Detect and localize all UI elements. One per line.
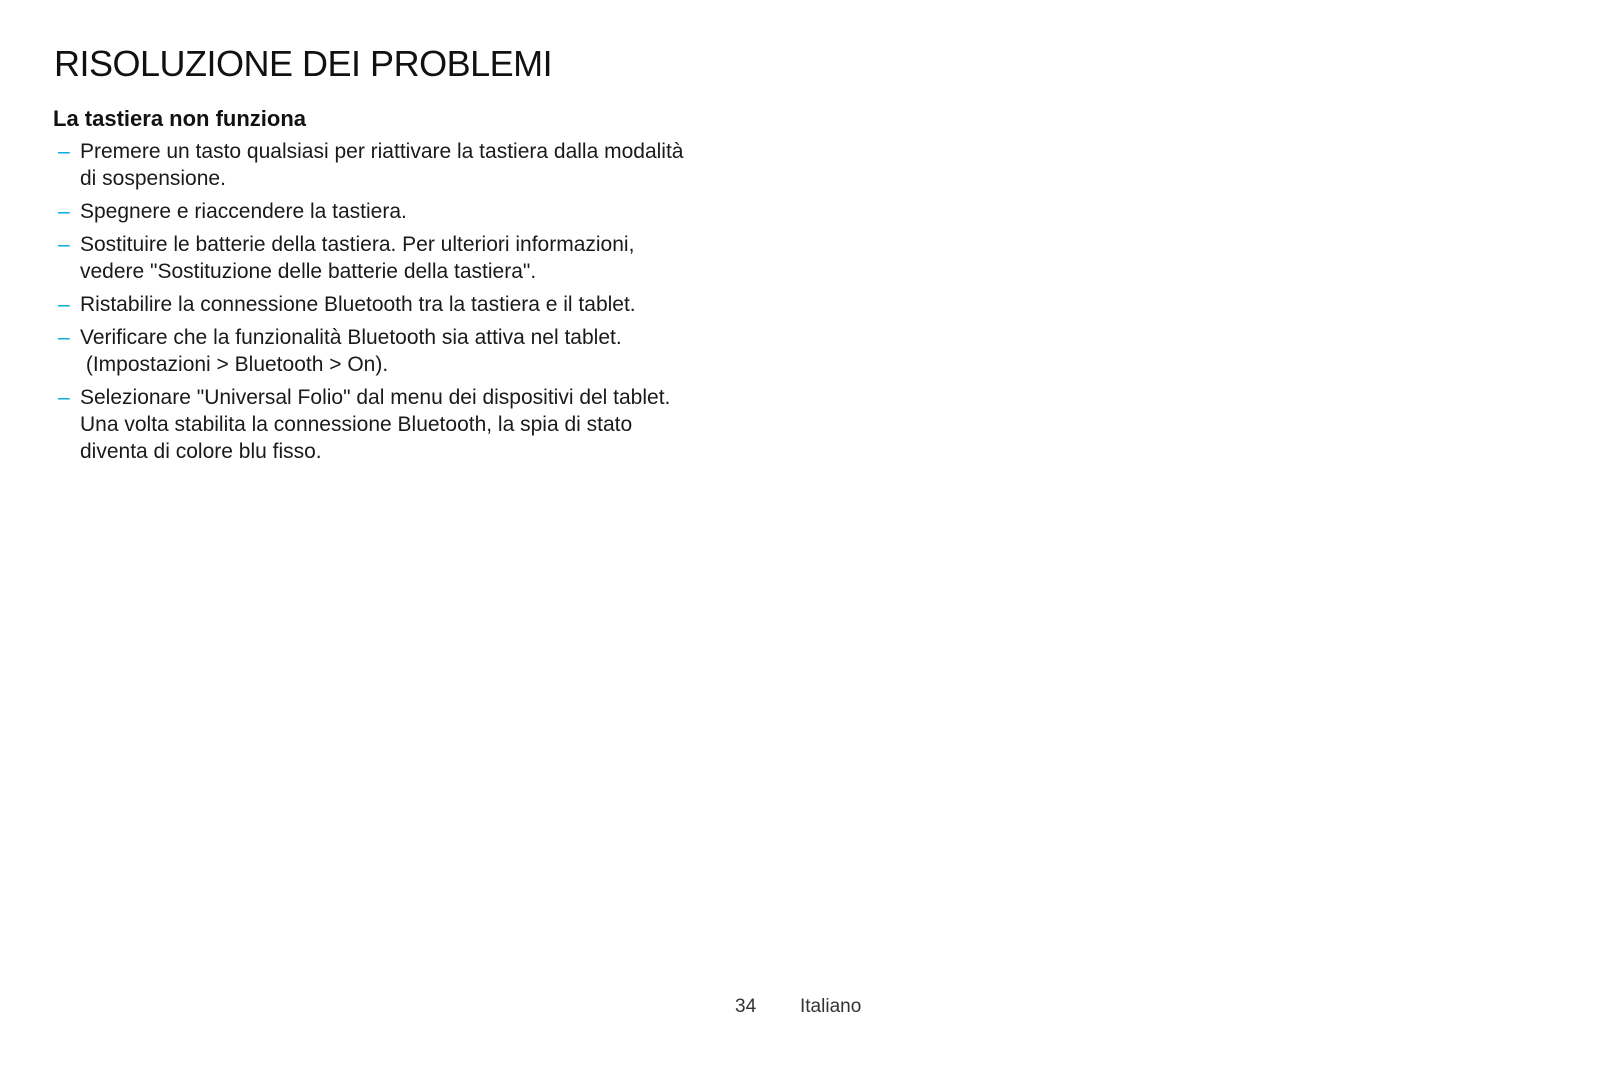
list-item-text: vedere "Sostituzione delle batterie della tastiera". <box>80 260 537 284</box>
list-item-text: Verificare che la funzionalità Bluetooth sia attiva nel tablet. <box>80 326 622 350</box>
dash-bullet-icon: – <box>58 326 70 350</box>
page-footer <box>0 996 1601 1024</box>
list-item-text: di sospensione. <box>80 167 226 191</box>
dash-bullet-icon: – <box>58 233 70 257</box>
list-item-text: Ristabilire la connessione Bluetooth tra la tastiera e il tablet. <box>80 293 636 317</box>
list-item-text: Una volta stabilita la connessione Bluetooth, la spia di stato <box>80 413 633 437</box>
section-heading: La tastiera non funziona <box>53 106 307 131</box>
tips-list <box>53 138 813 465</box>
list-item-text: Selezionare "Universal Folio" dal menu dei dispositivi del tablet. <box>80 386 671 410</box>
list-item-text: Sostituire le batterie della tastiera. Per ulteriori informazioni, <box>80 233 635 257</box>
list-item-text: Spegnere e riaccendere la tastiera. <box>80 200 407 224</box>
page-number: 34 <box>735 996 757 1017</box>
list-item <box>53 324 813 378</box>
list-item-text: Premere un tasto qualsiasi per riattivare la tastiera dalla modalità <box>80 140 684 164</box>
list-item <box>53 291 813 318</box>
dash-bullet-icon: – <box>58 293 70 317</box>
list-item <box>53 384 813 465</box>
page-title: RISOLUZIONE DEI PROBLEMI <box>54 43 553 84</box>
list-item <box>53 231 813 285</box>
list-item <box>53 198 813 225</box>
footer-language: Italiano <box>800 996 862 1017</box>
list-item-text: diventa di colore blu fisso. <box>80 440 322 464</box>
dash-bullet-icon: – <box>58 140 70 164</box>
troubleshooting-section <box>53 106 813 471</box>
list-item <box>53 138 813 192</box>
dash-bullet-icon: – <box>58 386 70 410</box>
list-item-text: (Impostazioni > Bluetooth > On). <box>80 353 389 377</box>
dash-bullet-icon: – <box>58 200 70 224</box>
